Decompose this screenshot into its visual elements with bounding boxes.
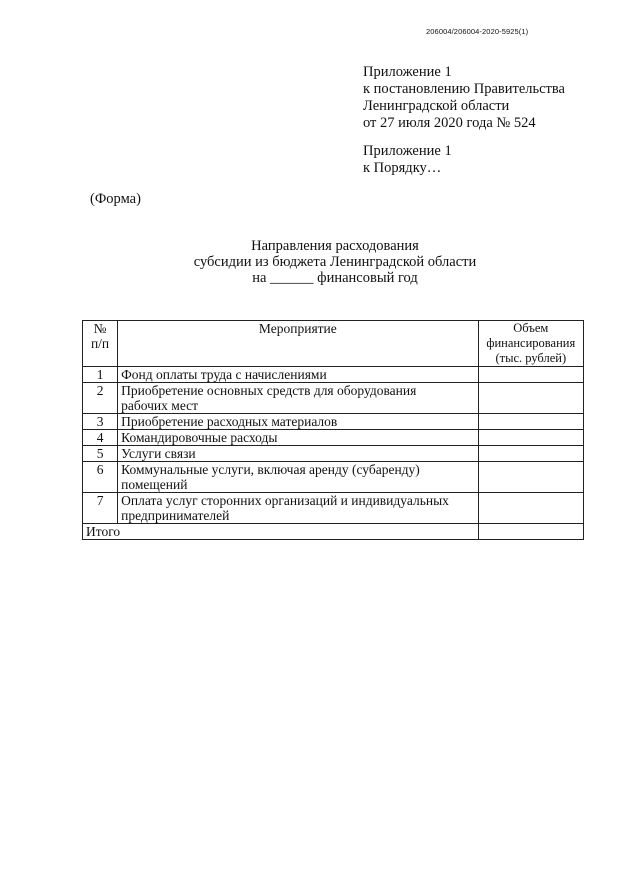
table-row — [83, 414, 584, 430]
header-amount: Объем финансирования (тыс. рублей) — [478, 321, 583, 367]
row-amount — [478, 414, 583, 430]
table-row — [83, 446, 584, 462]
document-title — [140, 238, 530, 286]
table-row — [83, 367, 584, 383]
table-row — [83, 383, 584, 414]
appendix-line: к Порядку… — [363, 160, 442, 176]
document-id-stamp: 206004/206004-2020-5925(1) — [426, 27, 529, 36]
row-activity: Приобретение расходных материалов — [118, 414, 478, 430]
title-line: субсидии из бюджета Ленинградской области — [193, 254, 477, 270]
table-row — [83, 462, 584, 493]
table-header-row — [83, 321, 584, 367]
row-activity: Оплата услуг сторонних организаций и индивидуальных предпринимателей — [118, 493, 478, 524]
table-row — [83, 493, 584, 524]
row-activity: Командировочные расходы — [118, 430, 478, 446]
header-number: № п/п — [83, 321, 118, 367]
row-number: 4 — [83, 430, 118, 446]
header-activity: Мероприятие — [118, 321, 478, 367]
appendix-line: Приложение 1 — [363, 64, 452, 80]
row-amount — [478, 383, 583, 414]
row-amount — [478, 462, 583, 493]
table-total-row — [83, 524, 584, 540]
title-line: Направления расходования — [251, 238, 419, 254]
table-row — [83, 430, 584, 446]
row-number: 6 — [83, 462, 118, 493]
appendix-resolution-block — [363, 64, 565, 132]
total-amount — [478, 524, 583, 540]
expenditure-table — [82, 320, 584, 540]
row-activity: Фонд оплаты труда с начислениями — [118, 367, 478, 383]
row-amount — [478, 430, 583, 446]
row-activity: Приобретение основных средств для оборудования рабочих мест — [118, 383, 478, 414]
row-activity: Услуги связи — [118, 446, 478, 462]
appendix-line: к постановлению Правительства — [363, 81, 565, 97]
row-number: 1 — [83, 367, 118, 383]
total-label: Итого — [83, 524, 479, 540]
row-number: 7 — [83, 493, 118, 524]
row-number: 5 — [83, 446, 118, 462]
title-line: на ______ финансовый год — [252, 270, 418, 286]
form-label: (Форма) — [90, 191, 141, 207]
row-amount — [478, 493, 583, 524]
row-activity: Коммунальные услуги, включая аренду (субаренду) помещений — [118, 462, 478, 493]
row-amount — [478, 446, 583, 462]
appendix-order-block — [363, 143, 452, 177]
appendix-line: Приложение 1 — [363, 143, 452, 159]
row-amount — [478, 367, 583, 383]
appendix-line: от 27 июля 2020 года № 524 — [363, 115, 536, 131]
row-number: 3 — [83, 414, 118, 430]
appendix-line: Ленинградской области — [363, 98, 510, 114]
row-number: 2 — [83, 383, 118, 414]
